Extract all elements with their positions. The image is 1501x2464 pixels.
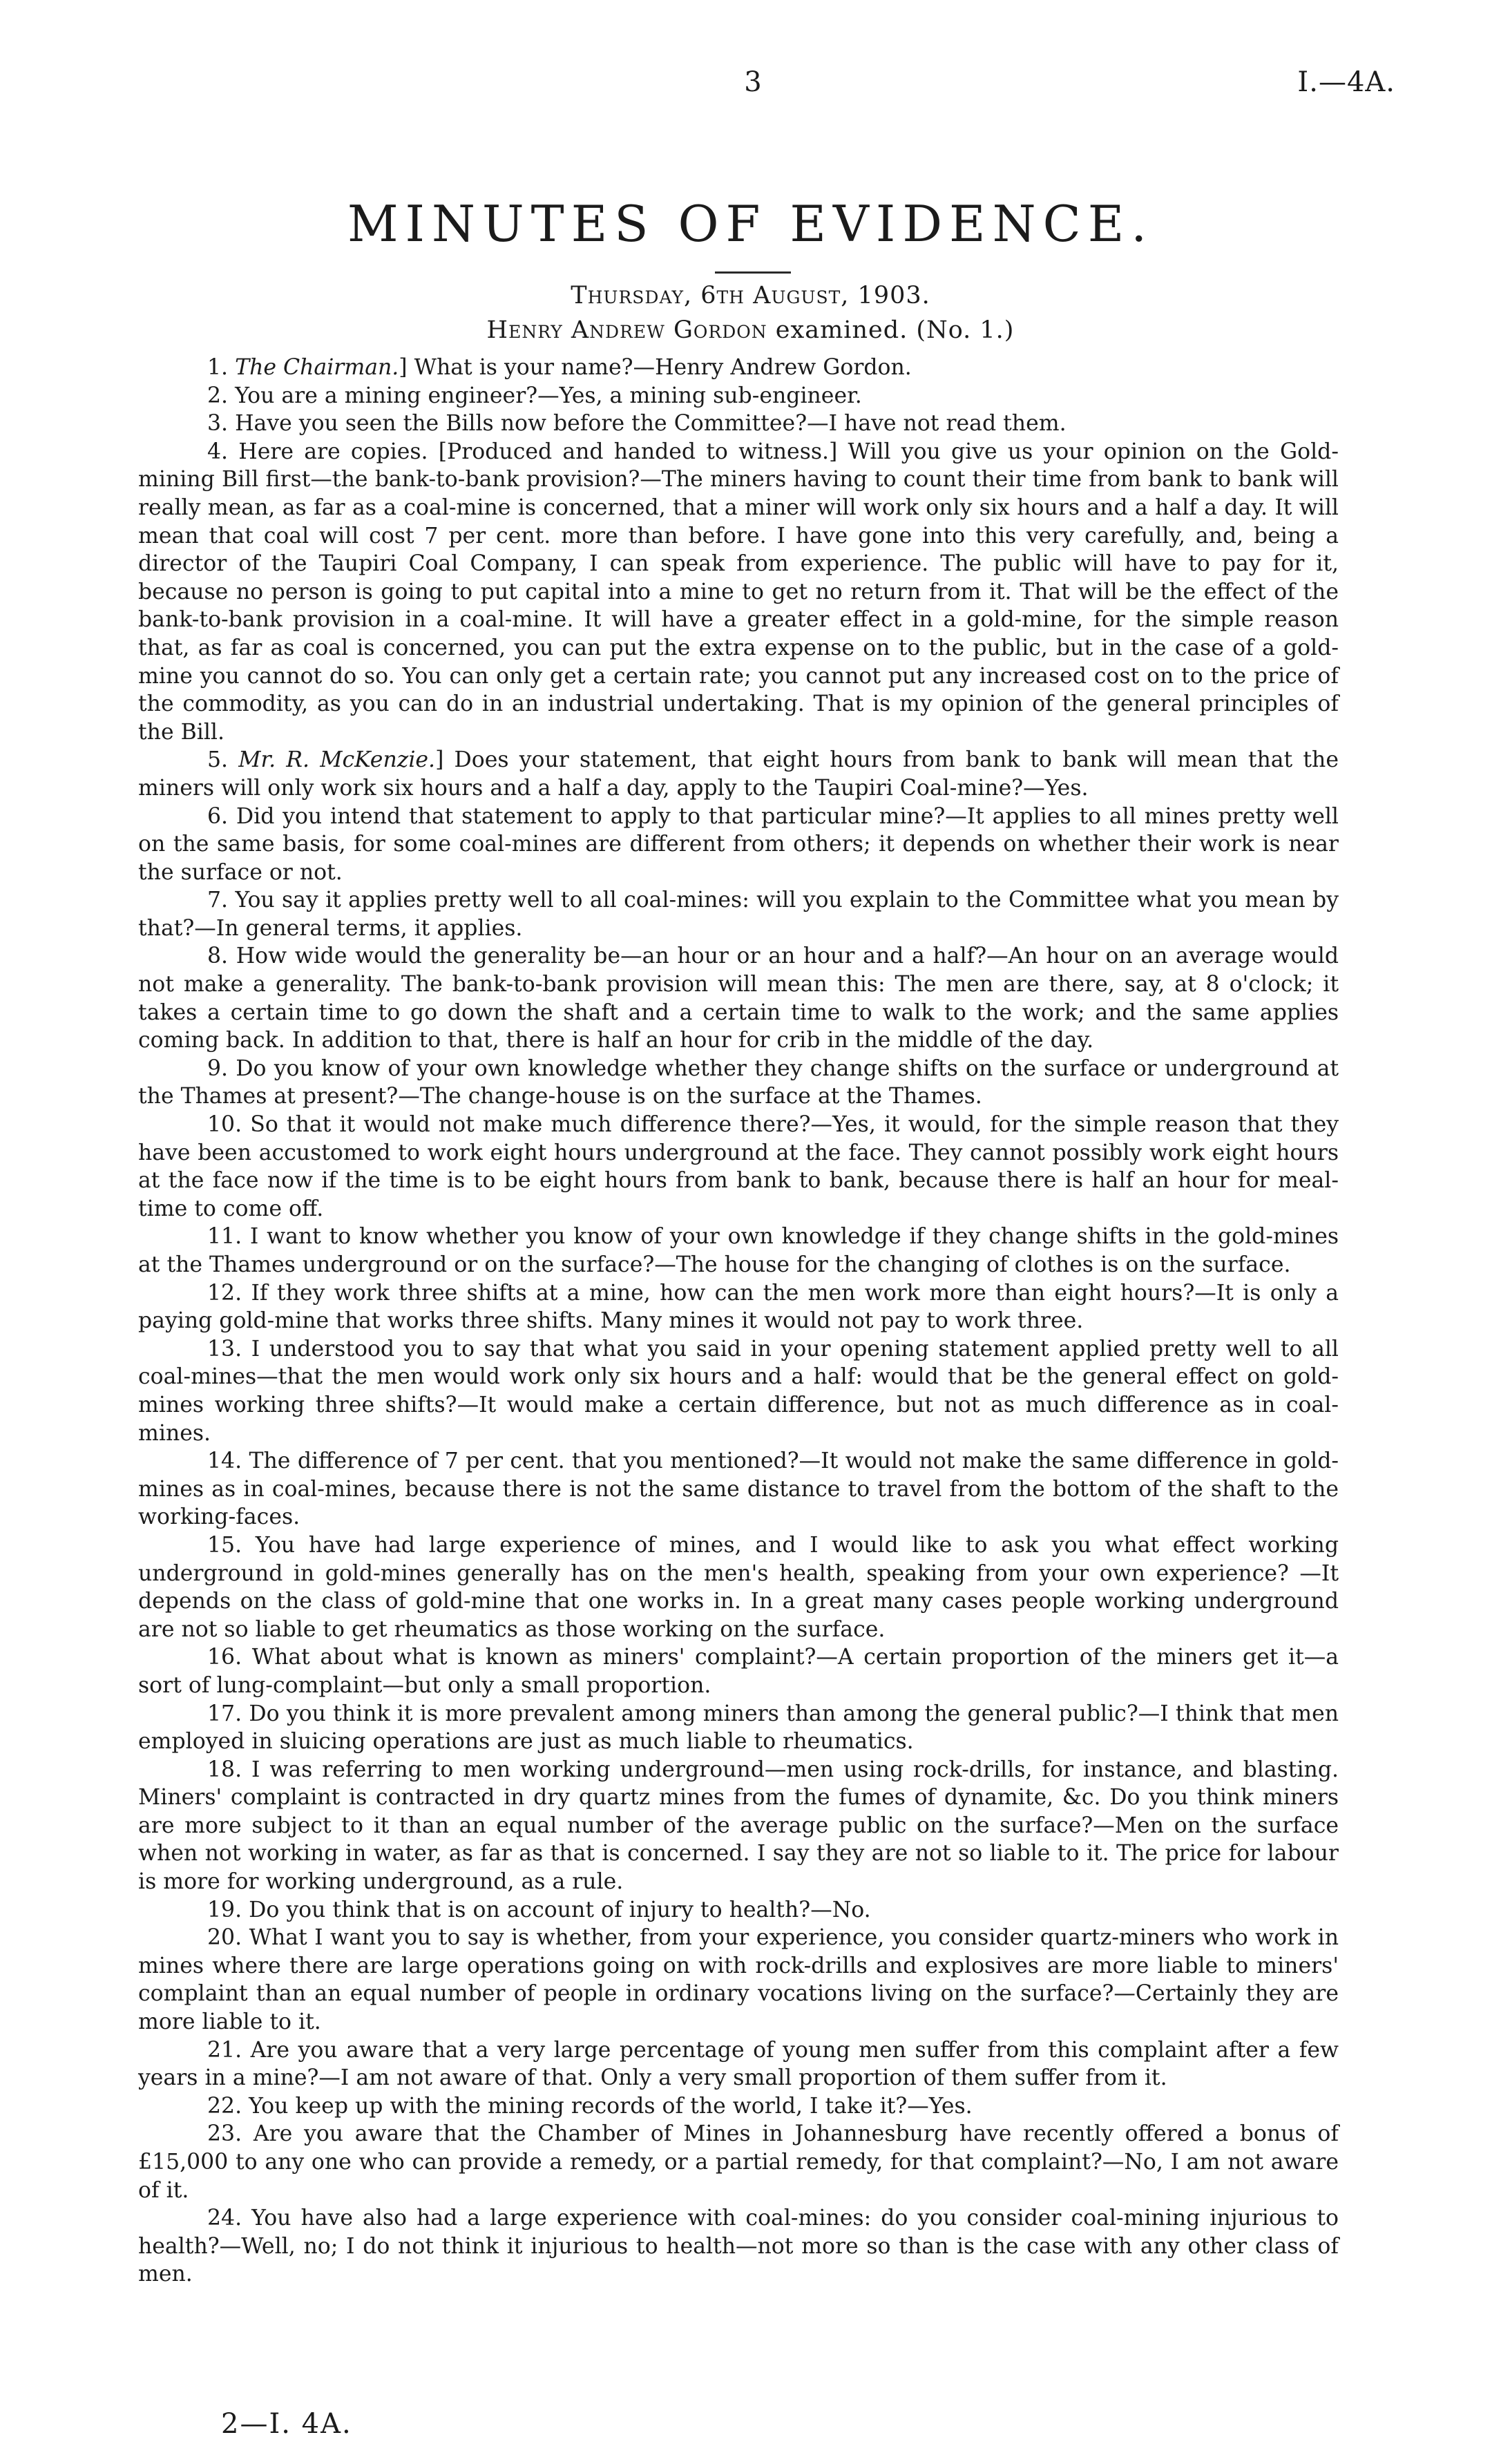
- question-text: So that it would not make much difference there?—Yes, it would, for the simple reason that they have been accustomed to work eight hours underground at the face. They cannot possibly work eight hours at the face now if the time is to be eight hours from bank to bank, because there is half an hour for meal-time to come off.: [138, 1112, 1339, 1221]
- question-answer: [138, 1279, 1339, 1335]
- page-number: 3: [744, 66, 762, 98]
- title-divider: [715, 271, 791, 274]
- question-text: Here are copies. [Produced and handed to witness.] Will you give us your opinion on the Gold-mining Bill first—the bank-to-bank provision?—The miners having to count their time from bank to bank will really mean, as far as a coal-mine is concerned, that a miner will work only six hours and a half a day. It will mean that coal will cost 7 per cent. more than before. I have gone into this very carefully, and, being a director of the Taupiri Coal Company, I can speak from experience. The public will have to pay for it, because no person is going to put capital into a mine to get no return from it. That will be the effect of the bank-to-bank provision in a coal-mine. It will have a greater effect in a gold-mine, for the simple reason that, as far as coal is concerned, you can put the extra expense on to the public, but in the case of a gold-mine you cannot do so. You can only get a certain rate; you cannot put any increased cost on to the price of the commodity, as you can do in an industrial undertaking. That is my opinion of the general principles of the Bill.: [138, 439, 1339, 745]
- question-number: 2.: [207, 383, 229, 408]
- question-answer: [138, 438, 1339, 747]
- question-text: Did you intend that statement to apply to that particular mine?—It applies to all mines pretty well on the same basis, for some coal-mines are different from others; it depends on whether their work is near the surface or not.: [138, 803, 1339, 885]
- question-answer: [138, 1335, 1339, 1447]
- question-number: 12.: [207, 1280, 242, 1306]
- question-text: Do you think it is more prevalent among miners than among the general public?—I think that men employed in sluicing operations are just as much liable to rheumatics.: [138, 1701, 1339, 1755]
- question-answer: [138, 382, 1339, 410]
- question-text: How wide would the generality be—an hour or an hour and a half?—An hour on an average would not make a generality. The bank-to-bank provision will mean this: The men are there, say, at 8 o'clock; it takes a certain time to go down the shaft and a certain time to walk to the work; and the same applies coming back. In addition to that, there is half an hour for crib in the middle of the day.: [138, 944, 1339, 1053]
- question-number: 21.: [207, 2037, 242, 2063]
- question-answer: [138, 1531, 1339, 1643]
- question-number: 11.: [207, 1224, 242, 1250]
- question-answer: [138, 1896, 1339, 1925]
- question-text: I was referring to men working underground—men using rock-drills, for instance, and blasting. Miners' complaint is contracted in dry quartz mines from the fumes of dynamite, &c. Do you think miners are more subject to it than an equal number of the average public on the surface?—Men on the surface when not working in water, as far as that is concerned. I say they are not so liable to it. The price for labour is more for working underground, as a rule.: [138, 1757, 1339, 1895]
- question-answer: [138, 1223, 1339, 1279]
- question-text: If they work three shifts at a mine, how can the men work more than eight hours?—It is only a paying gold-mine that works three shifts. Many mines it would not pay to work three.: [138, 1280, 1339, 1334]
- witness-name: Henry Andrew Gordon: [486, 316, 767, 344]
- question-answer: 5. Mr. R. McKenzie.] Does your statement, that eight hours from bank to bank will mean that the miners will only work six hours and a half a day, apply to the Taupiri Coal-mine?—Yes.: [138, 747, 1339, 801]
- question-answer: [138, 1447, 1339, 1531]
- question-text: You are a mining engineer?—Yes, a mining sub-engineer.: [235, 383, 862, 408]
- question-text: Does your statement, that eight hours from bank to bank will mean that the miners will only work six hours and a half a day, apply to the Taupiri Coal-mine?—Yes.: [138, 747, 1339, 801]
- question-number: 19.: [207, 1897, 242, 1922]
- question-answer: [138, 2120, 1339, 2204]
- question-text: I understood you to say that what you said in your opening statement applied pretty well to all coal-mines—that the men would work only six hours and a half: would that be the general effect on gold-mines working three shifts?—It would make a certain difference, but not as much difference as in coal-mines.: [138, 1336, 1339, 1446]
- question-answer: [138, 1111, 1339, 1223]
- question-text: The difference of 7 per cent. that you mentioned?—It would not make the same difference in gold-mines as in coal-mines, because there is not the same distance to travel from the bottom of the shaft to the working-faces.: [138, 1449, 1339, 1530]
- question-number: 16.: [207, 1645, 242, 1670]
- question-text: Are you aware that the Chamber of Mines in Johannesburg have recently offered a bonus of £15,000 to any one who can provide a remedy, or a partial remedy, for that complaint?—No, I am not aware of it.: [138, 2121, 1339, 2203]
- question-answer: [138, 1643, 1339, 1699]
- question-text: You have had large experience of mines, and I would like to ask you what effect working underground in gold-mines generally has on the men's health, speaking from your own experience? —It depends on the class of gold-mine that one works in. In a great many cases people working underground are not so liable to get rheumatics as those working on the surface.: [138, 1532, 1339, 1642]
- question-answer: [138, 1700, 1339, 1756]
- question-answer: [138, 1924, 1339, 2036]
- speaker-name: Mr. R. McKenzie.: [238, 747, 436, 773]
- speaker-name: The Chairman.: [235, 355, 399, 380]
- question-number: 7.: [207, 888, 229, 913]
- question-number: 6.: [207, 803, 229, 829]
- question-number: 1.: [207, 355, 229, 380]
- question-text: You have also had a large experience with coal-mines: do you consider coal-mining injurious to health?—Well, no; I do not think it injurious to health—not more so than is the case with any other class of men.: [138, 2206, 1339, 2287]
- question-answer: [138, 886, 1339, 942]
- question-number: 5.: [207, 747, 229, 773]
- question-number: 3.: [207, 411, 229, 437]
- question-text: You keep up with the mining records of the world, I take it?—Yes.: [249, 2093, 973, 2119]
- question-answer: [138, 2204, 1339, 2289]
- question-answer: [138, 2092, 1339, 2121]
- question-number: 4.: [207, 439, 229, 464]
- question-answer: [138, 2036, 1339, 2092]
- evidence-body: [138, 354, 1339, 2289]
- question-answer: [138, 410, 1339, 438]
- question-answer: [138, 803, 1339, 887]
- page-title: MINUTES OF EVIDENCE.: [347, 195, 1154, 253]
- question-answer: [138, 1055, 1339, 1111]
- question-number: 13.: [207, 1336, 242, 1362]
- question-text: Are you aware that a very large percentage of young men suffer from this complaint after a few years in a mine?—I am not aware of that. Only a very small proportion of them suffer from it.: [138, 2037, 1339, 2091]
- question-number: 22.: [207, 2093, 242, 2119]
- question-number: 18.: [207, 1757, 242, 1782]
- question-text: Have you seen the Bills now before the Committee?—I have not read them.: [235, 411, 1067, 437]
- question-text: What about what is known as miners' complaint?—A certain proportion of the miners get it—a sort of lung-complaint—but only a small proportion.: [138, 1645, 1339, 1698]
- question-number: 10.: [207, 1112, 242, 1138]
- question-number: 9.: [207, 1056, 229, 1081]
- question-text: What I want you to say is whether, from your experience, you consider quartz-miners who work in mines where there are large operations going on with rock-drills and explosives are more liable to miners' complaint than an equal number of people in ordinary vocations living on the surface?—Certainly they are more liable to it.: [138, 1925, 1339, 2035]
- question-text: Do you think that is on account of injury to health?—No.: [249, 1897, 871, 1922]
- question-answer: [138, 942, 1339, 1054]
- signature-mark: 2—I. 4A.: [221, 2408, 352, 2440]
- question-answer: [138, 1756, 1339, 1896]
- question-number: 8.: [207, 944, 229, 969]
- question-number: 23.: [207, 2121, 242, 2147]
- question-answer: 1. The Chairman.] What is your name?—Henry Andrew Gordon.: [207, 355, 912, 380]
- question-number: 17.: [207, 1701, 242, 1726]
- document-reference: I.—4A.: [1297, 66, 1395, 98]
- question-number: 24.: [207, 2206, 242, 2231]
- witness-heading: [0, 316, 1501, 344]
- question-text: What is your name?—Henry Andrew Gordon.: [414, 355, 912, 380]
- question-number: 20.: [207, 1925, 242, 1951]
- question-text: You say it applies pretty well to all coal-mines: will you explain to the Committee what you mean by that?—In general terms, it applies.: [138, 888, 1339, 941]
- question-text: I want to know whether you know of your own knowledge if they change shifts in the gold-mines at the Thames underground or on the surface?—The house for the changing of clothes is on the surface.: [138, 1224, 1339, 1277]
- session-date: Thursday, 6th August, 1903.: [571, 282, 930, 309]
- question-number: 15.: [207, 1532, 242, 1558]
- witness-examined-note: examined. (No. 1.): [767, 316, 1015, 344]
- question-text: Do you know of your own knowledge whether they change shifts on the surface or underground at the Thames at present?—The change-house is on the surface at the Thames.: [138, 1056, 1339, 1109]
- question-number: 14.: [207, 1449, 242, 1474]
